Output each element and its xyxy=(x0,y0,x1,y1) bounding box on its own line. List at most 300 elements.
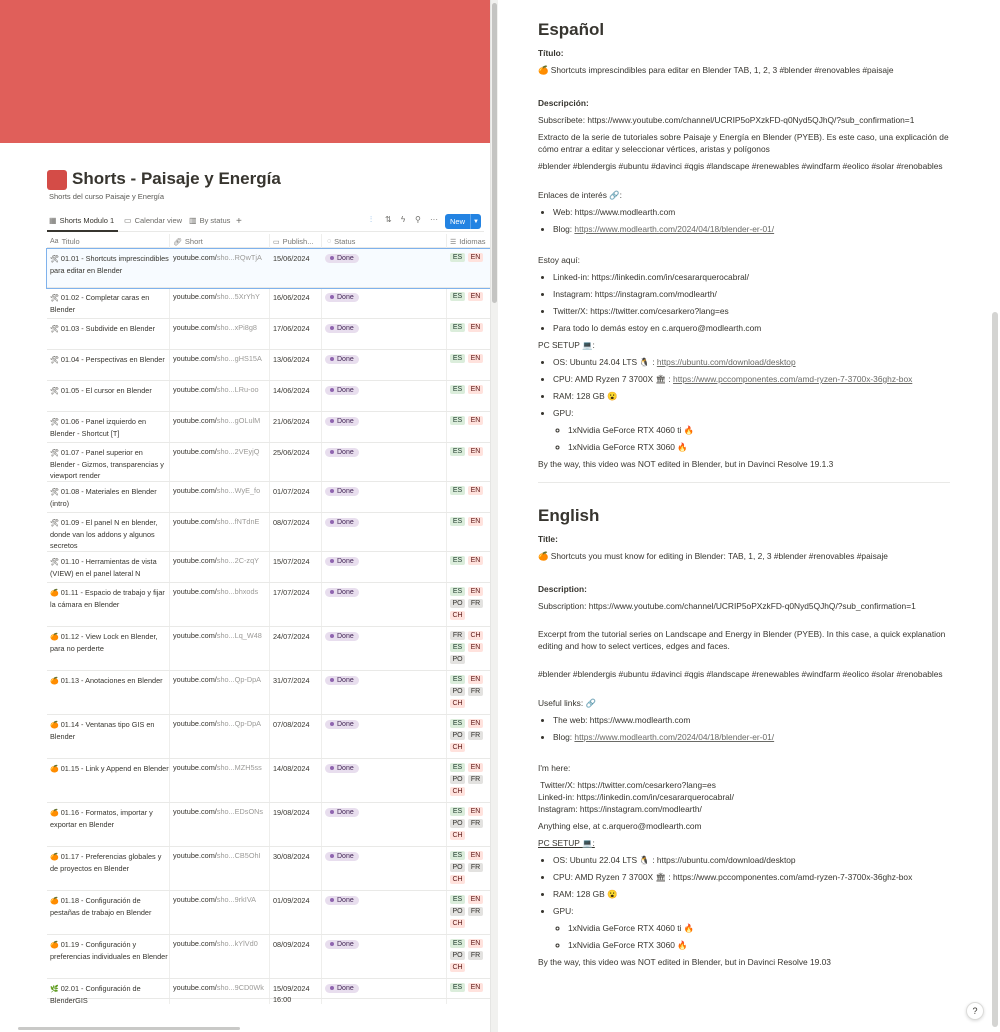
language-tag: ES xyxy=(450,354,465,363)
language-tag: FR xyxy=(450,631,465,640)
row-short-link[interactable]: youtube.com/sho...9rkIVA xyxy=(173,895,257,904)
status-badge: Done xyxy=(325,852,359,861)
row-publish-date[interactable]: 30/08/2024 xyxy=(273,852,310,861)
table-row[interactable] xyxy=(47,381,490,412)
add-view-button[interactable]: + xyxy=(236,216,242,227)
row-short-link[interactable]: youtube.com/sho...5XrYhY xyxy=(173,292,260,301)
table-row[interactable] xyxy=(47,513,490,552)
language-tag: EN xyxy=(468,385,483,394)
language-tag: ES xyxy=(450,675,465,684)
row-icon: 🛠 xyxy=(50,295,59,302)
sort-icon[interactable]: ⇅ xyxy=(385,215,392,224)
language-tag: EN xyxy=(468,517,483,526)
row-status[interactable] xyxy=(325,447,359,457)
row-short-link[interactable]: youtube.com/sho...gOLulM xyxy=(173,416,261,425)
status-dot-icon xyxy=(330,766,334,770)
view-toolbar xyxy=(47,212,484,232)
os-link[interactable]: https://ubuntu.com/download/desktop xyxy=(656,357,796,367)
btw-text: By the way, this video was NOT edited in Blender, but in Davinci Resolve 19.03 xyxy=(538,957,831,967)
status-badge: Done xyxy=(325,355,359,364)
table-row[interactable] xyxy=(47,671,490,715)
right-vertical-scrollbar[interactable] xyxy=(992,312,998,1027)
row-icon: 🍊 xyxy=(50,634,59,641)
row-short-link[interactable]: youtube.com/sho...RQwTjA xyxy=(173,253,262,262)
section-english xyxy=(538,506,958,968)
status-badge: Done xyxy=(325,588,359,597)
page-description: Shorts del curso Paisaje y Energía xyxy=(49,192,165,201)
row-icon: 🛠 xyxy=(50,357,59,364)
row-status[interactable] xyxy=(325,354,359,364)
link-icon: 🔗︎ xyxy=(173,238,182,246)
language-tag: ES xyxy=(450,447,465,456)
status-dot-icon xyxy=(330,986,334,990)
status-dot-icon xyxy=(330,388,334,392)
row-idiomas[interactable] xyxy=(450,517,490,526)
row-publish-date[interactable]: 17/07/2024 xyxy=(273,588,310,597)
language-tag: PO xyxy=(450,951,465,960)
row-title[interactable]: 🍊 01.12 - View Lock en Blender, para no perderte xyxy=(50,632,158,653)
table-row[interactable] xyxy=(47,412,490,443)
row-publish-date[interactable]: 14/08/2024 xyxy=(273,764,310,773)
row-short-link[interactable]: youtube.com/sho...Qp-DpA xyxy=(173,719,262,728)
row-short-link[interactable]: youtube.com/sho...MZH5ss xyxy=(173,763,262,772)
table-row[interactable] xyxy=(47,759,490,803)
list-item: • Para todo lo demás estoy en c.arquero@modlearth.com xyxy=(553,322,958,334)
row-publish-date[interactable]: 17/06/2024 xyxy=(273,324,310,333)
status-badge: Done xyxy=(325,632,359,641)
scrollbar-thumb[interactable] xyxy=(18,1027,240,1030)
row-publish-date[interactable]: 15/06/2024 xyxy=(273,254,310,263)
language-tag: FR xyxy=(468,819,483,828)
table-row[interactable] xyxy=(47,319,490,350)
row-short-link[interactable]: youtube.com/sho...WyE_fo xyxy=(173,486,261,495)
extract-text: Extracto de la serie de tutoriales sobre Paisaje y Energía en Blender (PYEB). Es este caso, una explicación de cómo entrar a editar y seleccionar vértices, aristas y polígonos xyxy=(538,132,949,154)
contact-line: Instagram: https://instagram.com/modlearth/ xyxy=(538,804,702,814)
row-short-link[interactable]: youtube.com/sho...xPi8g8 xyxy=(173,323,257,332)
row-title[interactable]: 🌿 02.01 - Configuración de BlenderGIS xyxy=(50,984,141,1005)
column-header-titulo[interactable]: Aa Titulo xyxy=(50,237,80,246)
table-row[interactable] xyxy=(47,249,490,288)
list-item: • Twitter/X: https://twitter.com/cesarkero?lang=es xyxy=(553,305,958,317)
language-tag: ES xyxy=(450,385,465,394)
row-publish-date[interactable]: 01/09/2024 xyxy=(273,896,310,905)
blog-link[interactable]: https://www.modlearth.com/2024/04/18/blender-er-01/ xyxy=(574,732,775,742)
new-button[interactable]: New ▼ xyxy=(445,214,481,229)
status-badge: Done xyxy=(325,764,359,773)
row-title[interactable]: 🛠 01.08 - Materiales en Blender (intro) xyxy=(50,487,157,508)
list-item: • Blog: https://www.modlearth.com/2024/04/18/blender-er-01/ xyxy=(553,223,958,235)
list-item: • RAM: 128 GB 😮 xyxy=(553,888,958,900)
language-tag: PO xyxy=(450,599,465,608)
row-icon: 🛠 xyxy=(50,489,59,496)
table-row[interactable] xyxy=(47,803,490,847)
row-title[interactable]: 🍊 01.19 - Configuración y preferencias individuales en Blender xyxy=(50,940,168,961)
row-idiomas[interactable] xyxy=(450,292,490,301)
page-icon[interactable] xyxy=(47,170,67,190)
row-icon: 🍊 xyxy=(50,810,59,817)
row-publish-date[interactable]: 25/06/2024 xyxy=(273,448,310,457)
btw-text: By the way, this video was NOT edited in Blender, but in Davinci Resolve 19.1.3 xyxy=(538,459,834,469)
language-tag: CH xyxy=(468,631,483,640)
language-tag: EN xyxy=(468,253,483,262)
blog-link[interactable]: https://www.modlearth.com/2024/04/18/blender-er-01/ xyxy=(574,224,775,234)
language-tag: EN xyxy=(468,354,483,363)
row-publish-date[interactable]: 21/06/2024 xyxy=(273,417,310,426)
language-tag: ES xyxy=(450,895,465,904)
row-publish-date[interactable]: 07/08/2024 xyxy=(273,720,310,729)
hashtags: #blender #blendergis #ubuntu #davinci #qgis #landscape #renewables #windfarm #eolico #solar #renobables xyxy=(538,161,943,171)
language-tag: FR xyxy=(468,907,483,916)
language-tag: ES xyxy=(450,517,465,526)
language-tag: CH xyxy=(450,963,465,972)
row-status[interactable] xyxy=(325,719,359,729)
language-tag: CH xyxy=(450,699,465,708)
table-row[interactable] xyxy=(47,288,490,319)
status-badge: Done xyxy=(325,487,359,496)
database-pane xyxy=(0,0,490,1032)
language-tag: EN xyxy=(468,447,483,456)
list-item: ◦ 1xNvidia GeForce RTX 3060 🔥 xyxy=(568,939,958,951)
row-idiomas[interactable] xyxy=(450,323,490,332)
row-idiomas[interactable] xyxy=(450,416,490,425)
here-label: I'm here: xyxy=(538,763,571,773)
row-title[interactable]: 🛠 01.07 - Panel superior en Blender - Gizmos, transparencias y viewport render xyxy=(50,448,164,480)
pc-setup-list xyxy=(538,356,958,453)
status-dot-icon xyxy=(330,678,334,682)
row-idiomas[interactable] xyxy=(450,895,490,928)
row-status[interactable] xyxy=(325,486,359,496)
left-vertical-scrollbar[interactable] xyxy=(490,0,498,1032)
row-short-link[interactable]: youtube.com/sho...fNTdnE xyxy=(173,517,260,526)
list-item: • The web: https://www.modlearth.com xyxy=(553,714,958,726)
status-dot-icon xyxy=(330,256,334,260)
row-idiomas[interactable] xyxy=(450,486,490,495)
scrollbar-thumb[interactable] xyxy=(492,3,497,303)
list-item: • CPU: AMD Ryzen 7 3700X 🏛 : https://www.pccomponentes.com/amd-ryzen-7-3700x-36ghz-box xyxy=(553,373,958,385)
chevron-down-icon[interactable]: ▼ xyxy=(470,214,481,229)
language-tag: CH xyxy=(450,875,465,884)
table-body xyxy=(47,249,490,1005)
status-dot-icon xyxy=(330,898,334,902)
text-type-icon: Aa xyxy=(50,238,59,245)
contact-line: Linked-in: https://linkedin.com/in/cesararquerocabral/ xyxy=(538,792,734,802)
row-short-link[interactable]: youtube.com/sho...Lq_W48 xyxy=(173,631,262,640)
table-row[interactable] xyxy=(47,482,490,513)
row-title[interactable]: 🛠 01.03 - Subdivide en Blender xyxy=(50,324,156,333)
column-header-status[interactable]: ◌ Status xyxy=(327,237,356,246)
row-status[interactable] xyxy=(325,807,359,817)
status-dot-icon xyxy=(330,722,334,726)
row-icon: 🛠 xyxy=(50,559,59,566)
row-icon: 🛠 xyxy=(50,419,59,426)
row-status[interactable] xyxy=(325,253,359,263)
status-dot-icon xyxy=(330,559,334,563)
row-idiomas[interactable] xyxy=(450,631,490,664)
list-item: • OS: Ubuntu 22.04 LTS 🐧 : https://ubuntu.com/download/desktop xyxy=(553,854,958,866)
language-tag: ES xyxy=(450,416,465,425)
language-tag: PO xyxy=(450,687,465,696)
row-publish-date[interactable]: 15/09/2024 16:00 xyxy=(273,984,310,1004)
language-tag: ES xyxy=(450,807,465,816)
row-title[interactable]: 🛠 01.05 - El cursor en Blender xyxy=(50,386,152,395)
row-icon: 🍊 xyxy=(50,766,59,773)
row-idiomas[interactable] xyxy=(450,939,490,972)
row-icon: 🍊 xyxy=(50,898,59,905)
status-badge: Done xyxy=(325,518,359,527)
row-idiomas[interactable] xyxy=(450,385,490,394)
language-tag: PO xyxy=(450,731,465,740)
tab-calendar-view[interactable]: ▭ Calendar view xyxy=(124,216,183,225)
row-idiomas[interactable] xyxy=(450,675,490,708)
row-status[interactable] xyxy=(325,631,359,641)
title-value: 🍊 Shortcuts imprescindibles para editar en Blender TAB, 1, 2, 3 #blender #renovables #paisaje xyxy=(538,65,894,75)
row-title[interactable]: 🛠 01.09 - El panel N en blender, donde van los addons y algunos secretos xyxy=(50,518,158,550)
row-short-link[interactable]: youtube.com/sho...EDsONs xyxy=(173,807,264,816)
language-tag: ES xyxy=(450,851,465,860)
row-status[interactable] xyxy=(325,556,359,566)
heading-english: English xyxy=(538,506,600,525)
title-label: Título: xyxy=(538,48,564,58)
row-icon: 🛠 xyxy=(50,450,59,457)
row-idiomas[interactable] xyxy=(450,763,490,796)
description-label: Descripción: xyxy=(538,98,589,108)
column-header-short[interactable]: 🔗︎ Short xyxy=(173,237,203,246)
row-publish-date[interactable]: 08/09/2024 xyxy=(273,940,310,949)
language-tag: FR xyxy=(468,599,483,608)
language-tag: PO xyxy=(450,863,465,872)
language-tag: EN xyxy=(468,851,483,860)
row-title[interactable]: 🍊 01.18 - Configuración de pestañas de trabajo en Blender xyxy=(50,896,152,917)
row-title[interactable]: 🍊 01.17 - Preferencias globales y de proyectos en Blender xyxy=(50,852,162,873)
language-tag: EN xyxy=(468,895,483,904)
row-status[interactable] xyxy=(325,675,359,685)
row-title[interactable]: 🛠 01.02 - Completar caras en Blender xyxy=(50,293,150,314)
row-title[interactable]: 🍊 01.16 - Formatos, importar y exportar en Blender xyxy=(50,808,153,829)
status-badge: Done xyxy=(325,720,359,729)
language-tag: ES xyxy=(450,556,465,565)
language-tag: CH xyxy=(450,831,465,840)
row-idiomas[interactable] xyxy=(450,719,490,752)
row-title[interactable]: 🛠 01.01 - Shortcuts imprescindibles para editar en Blender xyxy=(50,254,169,275)
heading-espanol: Español xyxy=(538,20,605,39)
status-dot-icon xyxy=(330,590,334,594)
pc-setup-list xyxy=(538,854,958,951)
row-title[interactable]: 🍊 01.14 - Ventanas tipo GIS en Blender xyxy=(50,720,155,741)
row-status[interactable] xyxy=(325,323,359,333)
tab-shorts-modulo-1[interactable]: ▦ Shorts Modulo 1 xyxy=(49,216,115,225)
language-tag: EN xyxy=(468,719,483,728)
cpu-link[interactable]: https://www.pccomponentes.com/amd-ryzen-7-3700x-36ghz-box xyxy=(673,374,913,384)
language-tag: ES xyxy=(450,292,465,301)
language-tag: EN xyxy=(468,556,483,565)
calendar-icon: ▭ xyxy=(124,216,132,225)
status-badge: Done xyxy=(325,254,359,263)
more-icon[interactable]: ··· xyxy=(430,215,438,224)
status-dot-icon xyxy=(330,854,334,858)
filter-icon[interactable]: ⫶ xyxy=(370,215,372,224)
status-dot-icon xyxy=(330,942,334,946)
row-idiomas[interactable] xyxy=(450,447,490,456)
status-badge: Done xyxy=(325,896,359,905)
row-publish-date[interactable]: 08/07/2024 xyxy=(273,518,310,527)
language-tag: EN xyxy=(468,807,483,816)
row-status[interactable] xyxy=(325,416,359,426)
automation-icon[interactable]: ϟ xyxy=(401,215,406,224)
status-dot-icon xyxy=(330,419,334,423)
table-row[interactable] xyxy=(47,583,490,627)
table-row[interactable] xyxy=(47,979,490,1005)
row-status[interactable] xyxy=(325,292,359,302)
row-publish-date[interactable]: 31/07/2024 xyxy=(273,676,310,685)
language-tag: CH xyxy=(450,919,465,928)
row-icon: 🛠 xyxy=(50,256,59,263)
list-item: ◦ 1xNvidia GeForce RTX 4060 ti 🔥 xyxy=(568,922,958,934)
language-tag: EN xyxy=(468,983,483,992)
table-row[interactable] xyxy=(47,935,490,979)
row-status[interactable] xyxy=(325,587,359,597)
table-icon: ▦ xyxy=(49,216,57,225)
row-status[interactable] xyxy=(325,851,359,861)
column-header-idiomas[interactable]: ☰ Idiomas xyxy=(450,237,486,246)
contact-list xyxy=(538,271,958,334)
language-tag: EN xyxy=(468,292,483,301)
row-short-link[interactable]: youtube.com/sho...CB5OhI xyxy=(173,851,261,860)
row-short-link[interactable]: youtube.com/sho...2VEyjQ xyxy=(173,447,260,456)
row-icon: 🍊 xyxy=(50,942,59,949)
row-status[interactable] xyxy=(325,983,359,993)
row-publish-date[interactable]: 13/06/2024 xyxy=(273,355,310,364)
status-icon: ◌ xyxy=(327,238,332,245)
page-cover[interactable] xyxy=(0,0,490,143)
row-publish-date[interactable]: 15/07/2024 xyxy=(273,557,310,566)
status-dot-icon xyxy=(330,489,334,493)
row-publish-date[interactable]: 24/07/2024 xyxy=(273,632,310,641)
help-button[interactable]: ? xyxy=(966,1002,984,1020)
subscribe-text: Subscription: https://www.youtube.com/channel/UCRIP5oPXzkFD-q0Nyd5QJhQ/?sub_confirmation=1 xyxy=(538,601,916,611)
here-label: Estoy aquí: xyxy=(538,255,580,265)
language-tag: CH xyxy=(450,743,465,752)
list-item: • GPU: ◦ 1xNvidia GeForce RTX 4060 ti 🔥 ◦ 1xNvidia GeForce RTX 3060 🔥 xyxy=(553,905,958,951)
links-list xyxy=(538,206,958,235)
row-publish-date[interactable]: 16/06/2024 xyxy=(273,293,310,302)
language-tag: PO xyxy=(450,775,465,784)
column-header-publish[interactable]: ▭ Publish... xyxy=(273,237,314,246)
status-dot-icon xyxy=(330,357,334,361)
pc-setup-label: PC SETUP 💻: xyxy=(538,340,595,350)
row-status[interactable] xyxy=(325,517,359,527)
search-icon[interactable]: ⚲ xyxy=(415,215,421,224)
row-idiomas[interactable] xyxy=(450,587,490,620)
page-title[interactable]: Shorts - Paisaje y Energía xyxy=(72,169,281,188)
section-espanol xyxy=(538,20,958,470)
horizontal-scrollbar[interactable] xyxy=(18,1027,490,1031)
board-icon: ▥ xyxy=(189,216,197,225)
table-row[interactable] xyxy=(47,627,490,671)
table-row[interactable] xyxy=(47,891,490,935)
links-list xyxy=(538,714,958,743)
row-short-link[interactable]: youtube.com/sho...gHS15A xyxy=(173,354,262,363)
row-title[interactable]: 🛠 01.04 - Perspectivas en Blender xyxy=(50,355,165,364)
language-tag: ES xyxy=(450,763,465,772)
row-title[interactable]: 🍊 01.13 - Anotaciones en Blender xyxy=(50,676,163,685)
row-short-link[interactable]: youtube.com/sho...kYlVd0 xyxy=(173,939,258,948)
language-tag: CH xyxy=(450,787,465,796)
status-badge: Done xyxy=(325,557,359,566)
table-row[interactable] xyxy=(47,552,490,583)
language-tag: FR xyxy=(468,951,483,960)
list-item: ◦ 1xNvidia GeForce RTX 4060 ti 🔥 xyxy=(568,424,958,436)
row-idiomas[interactable] xyxy=(450,807,490,840)
language-tag: ES xyxy=(450,939,465,948)
list-icon: ☰ xyxy=(450,238,457,246)
tab-by-status[interactable]: ▥ By status xyxy=(189,216,231,225)
list-item: • Web: https://www.modlearth.com xyxy=(553,206,958,218)
status-dot-icon xyxy=(330,520,334,524)
language-tag: FR xyxy=(468,775,483,784)
table-row[interactable] xyxy=(47,350,490,381)
gpu-list xyxy=(553,424,958,453)
language-tag: FR xyxy=(468,731,483,740)
date-icon: ▭ xyxy=(273,238,280,246)
row-title[interactable]: 🍊 01.15 - Link y Append en Blender xyxy=(50,764,169,773)
row-short-link[interactable]: youtube.com/sho...9CD0Wk xyxy=(173,983,264,992)
title-label: Title: xyxy=(538,534,558,544)
status-badge: Done xyxy=(325,676,359,685)
row-publish-date[interactable]: 14/06/2024 xyxy=(273,386,310,395)
row-publish-date[interactable]: 19/08/2024 xyxy=(273,808,310,817)
row-icon: 🌿 xyxy=(50,986,59,993)
language-tag: ES xyxy=(450,719,465,728)
row-idiomas[interactable] xyxy=(450,983,490,992)
row-short-link[interactable]: youtube.com/sho...Qp-DpA xyxy=(173,675,262,684)
row-idiomas[interactable] xyxy=(450,253,490,262)
row-title[interactable]: 🛠 01.06 - Panel izquierdo en Blender - Shortcut [T] xyxy=(50,417,147,438)
status-badge: Done xyxy=(325,324,359,333)
table-row[interactable] xyxy=(47,443,490,482)
row-status[interactable] xyxy=(325,385,359,395)
row-icon: 🍊 xyxy=(50,722,59,729)
status-dot-icon xyxy=(330,450,334,454)
status-badge: Done xyxy=(325,417,359,426)
row-title[interactable]: 🍊 01.11 - Espacio de trabajo y fijar la cámara en Blender xyxy=(50,588,165,609)
row-short-link[interactable]: youtube.com/sho...LRu-oo xyxy=(173,385,259,394)
language-tag: EN xyxy=(468,763,483,772)
anything-else-text: Anything else, at c.arquero@modlearth.com xyxy=(538,821,702,831)
language-tag: ES xyxy=(450,983,465,992)
row-idiomas[interactable] xyxy=(450,354,490,363)
row-status[interactable] xyxy=(325,895,359,905)
language-tag: EN xyxy=(468,416,483,425)
row-short-link[interactable]: youtube.com/sho...bhxods xyxy=(173,587,259,596)
language-tag: FR xyxy=(468,863,483,872)
row-status[interactable] xyxy=(325,763,359,773)
language-tag: FR xyxy=(468,687,483,696)
row-idiomas[interactable] xyxy=(450,851,490,884)
language-tag: EN xyxy=(468,675,483,684)
row-icon: 🛠 xyxy=(50,520,59,527)
row-idiomas[interactable] xyxy=(450,556,490,565)
row-title[interactable]: 🛠 01.10 - Herramientas de vista (VIEW) en el panel lateral N xyxy=(50,557,157,578)
language-tag: ES xyxy=(450,643,465,652)
table-row[interactable] xyxy=(47,715,490,759)
description-label: Description: xyxy=(538,584,587,594)
row-short-link[interactable]: youtube.com/sho...2C-zqY xyxy=(173,556,259,565)
table-row[interactable] xyxy=(47,847,490,891)
status-dot-icon xyxy=(330,634,334,638)
language-tag: ES xyxy=(450,253,465,262)
row-publish-date[interactable]: 01/07/2024 xyxy=(273,487,310,496)
row-status[interactable] xyxy=(325,939,359,949)
